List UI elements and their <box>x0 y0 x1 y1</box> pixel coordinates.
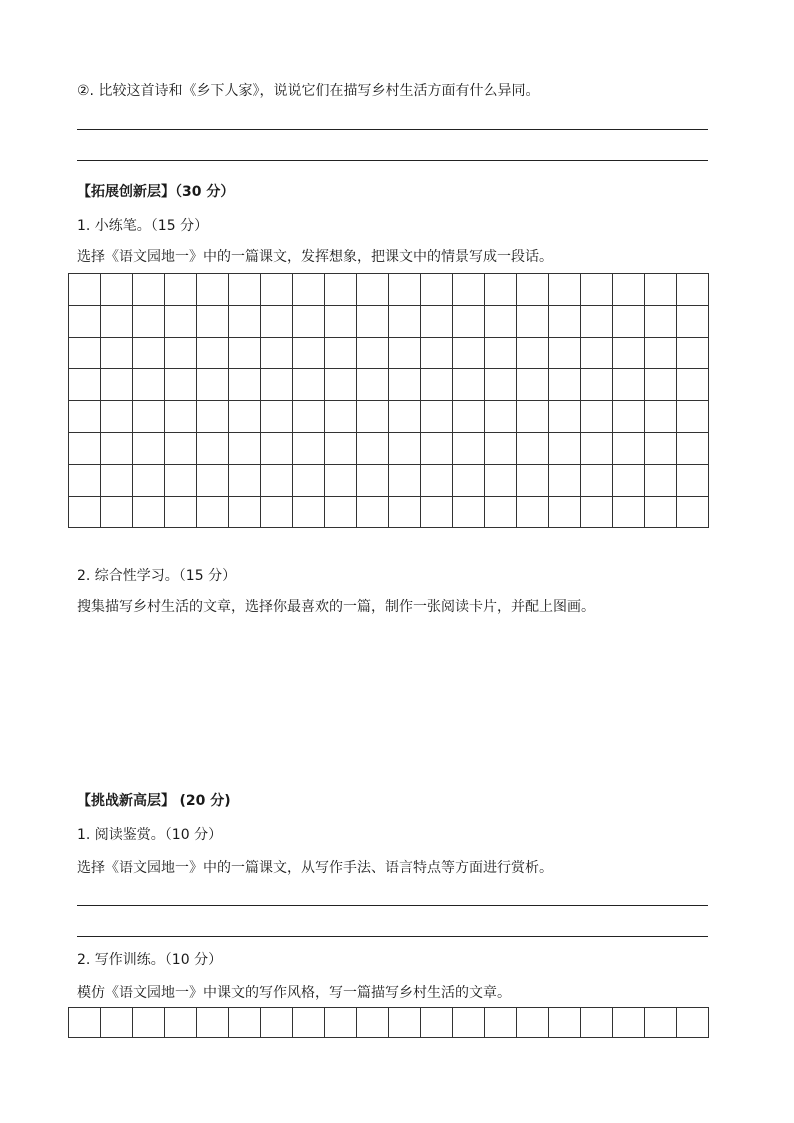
answer-line-4[interactable] <box>77 936 708 937</box>
grid-cell[interactable] <box>581 337 613 369</box>
grid-cell[interactable] <box>165 369 197 401</box>
grid-row <box>69 464 709 496</box>
grid-row <box>69 1008 709 1038</box>
grid-cell[interactable] <box>645 305 677 337</box>
grid-cell[interactable] <box>517 337 549 369</box>
grid-cell[interactable] <box>197 337 229 369</box>
grid-cell[interactable] <box>549 464 581 496</box>
grid-cell[interactable] <box>421 274 453 306</box>
grid-cell[interactable] <box>613 1008 645 1038</box>
grid-cell[interactable] <box>613 432 645 464</box>
grid-cell[interactable] <box>229 496 261 528</box>
grid-cell[interactable] <box>581 305 613 337</box>
grid-cell[interactable] <box>101 305 133 337</box>
grid-cell[interactable] <box>69 496 101 528</box>
grid-cell[interactable] <box>229 1008 261 1038</box>
grid-cell[interactable] <box>421 401 453 433</box>
grid-cell[interactable] <box>645 496 677 528</box>
grid-cell[interactable] <box>645 274 677 306</box>
expand-q2-title: 2. 综合性学习。（15 分） <box>77 568 237 584</box>
writing-grid-8-rows[interactable] <box>68 273 709 528</box>
grid-cell[interactable] <box>581 274 613 306</box>
grid-cell[interactable] <box>517 464 549 496</box>
grid-cell[interactable] <box>261 369 293 401</box>
grid-cell[interactable] <box>165 274 197 306</box>
grid-cell[interactable] <box>677 496 709 528</box>
grid-cell[interactable] <box>645 464 677 496</box>
grid-cell[interactable] <box>517 432 549 464</box>
grid-cell[interactable] <box>101 1008 133 1038</box>
grid-cell[interactable] <box>453 432 485 464</box>
grid-cell[interactable] <box>581 401 613 433</box>
grid-cell[interactable] <box>197 496 229 528</box>
grid-cell[interactable] <box>69 432 101 464</box>
grid-cell[interactable] <box>197 432 229 464</box>
answer-line-3[interactable] <box>77 905 708 906</box>
grid-cell[interactable] <box>421 432 453 464</box>
grid-cell[interactable] <box>133 464 165 496</box>
grid-cell[interactable] <box>389 432 421 464</box>
grid-cell[interactable] <box>133 274 165 306</box>
answer-line-1[interactable] <box>77 129 708 130</box>
grid-cell[interactable] <box>165 337 197 369</box>
grid-cell[interactable] <box>261 1008 293 1038</box>
grid-cell[interactable] <box>69 274 101 306</box>
grid-row <box>69 369 709 401</box>
grid-cell[interactable] <box>645 337 677 369</box>
grid-cell[interactable] <box>645 432 677 464</box>
grid-cell[interactable] <box>101 274 133 306</box>
grid-row <box>69 337 709 369</box>
grid-cell[interactable] <box>581 369 613 401</box>
grid-cell[interactable] <box>229 464 261 496</box>
challenge-q1-prompt: 选择《语文园地一》中的一篇课文，从写作手法、语言特点等方面进行赏析。 <box>77 860 553 876</box>
grid-cell[interactable] <box>229 432 261 464</box>
grid-cell[interactable] <box>421 337 453 369</box>
grid-cell[interactable] <box>357 305 389 337</box>
grid-cell[interactable] <box>197 1008 229 1038</box>
grid-cell[interactable] <box>165 496 197 528</box>
grid-cell[interactable] <box>69 337 101 369</box>
challenge-q1-title: 1. 阅读鉴赏。（10 分） <box>77 827 223 843</box>
grid-cell[interactable] <box>101 337 133 369</box>
grid-cell[interactable] <box>549 496 581 528</box>
grid-cell[interactable] <box>69 1008 101 1038</box>
grid-cell[interactable] <box>581 432 613 464</box>
section-expand-score: （30 分） <box>175 184 235 200</box>
grid-cell[interactable] <box>357 496 389 528</box>
grid-cell[interactable] <box>229 274 261 306</box>
grid-cell[interactable] <box>133 432 165 464</box>
grid-cell[interactable] <box>261 274 293 306</box>
grid-cell[interactable] <box>357 369 389 401</box>
grid-cell[interactable] <box>453 274 485 306</box>
grid-cell[interactable] <box>453 401 485 433</box>
grid-cell[interactable] <box>677 337 709 369</box>
grid-cell[interactable] <box>293 369 325 401</box>
grid-cell[interactable] <box>517 305 549 337</box>
section-expand-heading <box>77 182 234 202</box>
grid-cell[interactable] <box>613 274 645 306</box>
grid-cell[interactable] <box>325 496 357 528</box>
grid-cell[interactable] <box>325 464 357 496</box>
writing-grid-1-row[interactable] <box>68 1007 709 1038</box>
grid-cell[interactable] <box>261 432 293 464</box>
grid-cell[interactable] <box>101 496 133 528</box>
grid-cell[interactable] <box>389 274 421 306</box>
grid-cell[interactable] <box>677 274 709 306</box>
grid-cell[interactable] <box>133 337 165 369</box>
grid-cell[interactable] <box>677 401 709 433</box>
grid-cell[interactable] <box>389 496 421 528</box>
grid-cell[interactable] <box>165 1008 197 1038</box>
grid-cell[interactable] <box>357 274 389 306</box>
grid-cell[interactable] <box>645 401 677 433</box>
grid-cell[interactable] <box>357 337 389 369</box>
grid-row <box>69 305 709 337</box>
grid-cell[interactable] <box>325 305 357 337</box>
grid-cell[interactable] <box>197 305 229 337</box>
grid-cell[interactable] <box>485 369 517 401</box>
grid-cell[interactable] <box>325 432 357 464</box>
grid-cell[interactable] <box>677 432 709 464</box>
grid-cell[interactable] <box>165 464 197 496</box>
grid-cell[interactable] <box>261 337 293 369</box>
grid-row <box>69 401 709 433</box>
grid-cell[interactable] <box>485 464 517 496</box>
grid-cell[interactable] <box>453 305 485 337</box>
grid-cell[interactable] <box>133 401 165 433</box>
grid-cell[interactable] <box>389 401 421 433</box>
grid-cell[interactable] <box>325 274 357 306</box>
grid-cell[interactable] <box>325 369 357 401</box>
grid-cell[interactable] <box>197 464 229 496</box>
grid-cell[interactable] <box>485 496 517 528</box>
grid-cell[interactable] <box>197 274 229 306</box>
grid-cell[interactable] <box>421 369 453 401</box>
grid-cell[interactable] <box>485 337 517 369</box>
grid-cell[interactable] <box>581 464 613 496</box>
grid-cell[interactable] <box>69 305 101 337</box>
grid-cell[interactable] <box>69 464 101 496</box>
grid-cell[interactable] <box>357 1008 389 1038</box>
grid-row <box>69 274 709 306</box>
grid-cell[interactable] <box>421 464 453 496</box>
grid-cell[interactable] <box>293 464 325 496</box>
grid-cell[interactable] <box>357 464 389 496</box>
answer-line-2[interactable] <box>77 160 708 161</box>
grid-cell[interactable] <box>165 432 197 464</box>
grid-cell[interactable] <box>613 305 645 337</box>
grid-cell[interactable] <box>229 305 261 337</box>
grid-cell[interactable] <box>453 1008 485 1038</box>
grid-cell[interactable] <box>133 369 165 401</box>
grid-cell[interactable] <box>389 305 421 337</box>
grid-cell[interactable] <box>517 1008 549 1038</box>
grid-cell[interactable] <box>549 1008 581 1038</box>
grid-cell[interactable] <box>677 305 709 337</box>
expand-q1-prompt: 选择《语文园地一》中的一篇课文，发挥想象，把课文中的情景写成一段话。 <box>77 249 553 265</box>
grid-cell[interactable] <box>645 369 677 401</box>
grid-cell[interactable] <box>197 401 229 433</box>
grid-cell[interactable] <box>421 496 453 528</box>
grid-cell[interactable] <box>485 305 517 337</box>
grid-cell[interactable] <box>389 464 421 496</box>
grid-cell[interactable] <box>517 496 549 528</box>
grid-cell[interactable] <box>485 274 517 306</box>
section-challenge-heading <box>77 791 231 811</box>
expand-q2-prompt: 搜集描写乡村生活的文章，选择你最喜欢的一篇，制作一张阅读卡片，并配上图画。 <box>77 599 595 615</box>
grid-cell[interactable] <box>389 369 421 401</box>
grid-cell[interactable] <box>293 305 325 337</box>
grid-cell[interactable] <box>645 1008 677 1038</box>
grid-cell[interactable] <box>421 305 453 337</box>
grid-cell[interactable] <box>357 401 389 433</box>
grid-cell[interactable] <box>293 274 325 306</box>
grid-cell[interactable] <box>325 1008 357 1038</box>
grid-cell[interactable] <box>293 401 325 433</box>
grid-cell[interactable] <box>453 369 485 401</box>
grid-cell[interactable] <box>101 369 133 401</box>
grid-cell[interactable] <box>517 369 549 401</box>
grid-cell[interactable] <box>261 496 293 528</box>
grid-cell[interactable] <box>293 496 325 528</box>
challenge-q2-prompt: 模仿《语文园地一》中课文的写作风格，写一篇描写乡村生活的文章。 <box>77 985 511 1001</box>
grid-cell[interactable] <box>133 305 165 337</box>
grid-cell[interactable] <box>101 401 133 433</box>
grid-cell[interactable] <box>549 305 581 337</box>
grid-cell[interactable] <box>133 1008 165 1038</box>
grid-cell[interactable] <box>261 305 293 337</box>
grid-cell[interactable] <box>133 496 165 528</box>
grid-row <box>69 496 709 528</box>
grid-cell[interactable] <box>197 369 229 401</box>
grid-cell[interactable] <box>677 464 709 496</box>
grid-row <box>69 432 709 464</box>
grid-cell[interactable] <box>485 432 517 464</box>
grid-cell[interactable] <box>677 369 709 401</box>
grid-cell[interactable] <box>101 432 133 464</box>
grid-cell[interactable] <box>389 337 421 369</box>
grid-cell[interactable] <box>229 337 261 369</box>
grid-cell[interactable] <box>549 369 581 401</box>
grid-cell[interactable] <box>549 432 581 464</box>
grid-cell[interactable] <box>549 337 581 369</box>
grid-cell[interactable] <box>293 1008 325 1038</box>
grid-cell[interactable] <box>421 1008 453 1038</box>
grid-cell[interactable] <box>613 369 645 401</box>
grid-cell[interactable] <box>229 369 261 401</box>
grid-cell[interactable] <box>453 337 485 369</box>
grid-cell[interactable] <box>581 496 613 528</box>
grid-cell[interactable] <box>517 274 549 306</box>
expand-q1-title: 1. 小练笔。（15 分） <box>77 218 209 234</box>
grid-cell[interactable] <box>613 337 645 369</box>
grid-cell[interactable] <box>261 464 293 496</box>
grid-cell[interactable] <box>293 432 325 464</box>
section-expand-title: 【拓展创新层】 <box>77 184 175 200</box>
grid-cell[interactable] <box>261 401 293 433</box>
grid-cell[interactable] <box>485 401 517 433</box>
grid-cell[interactable] <box>613 464 645 496</box>
grid-cell[interactable] <box>677 1008 709 1038</box>
grid-cell[interactable] <box>165 401 197 433</box>
grid-cell[interactable] <box>453 464 485 496</box>
question-2-text: ②. 比较这首诗和《乡下人家》，说说它们在描写乡村生活方面有什么异同。 <box>77 83 540 99</box>
challenge-q2-title: 2. 写作训练。（10 分） <box>77 952 223 968</box>
grid-cell[interactable] <box>613 401 645 433</box>
grid-cell[interactable] <box>325 401 357 433</box>
grid-cell[interactable] <box>613 496 645 528</box>
grid-cell[interactable] <box>453 496 485 528</box>
grid-cell[interactable] <box>165 305 197 337</box>
section-challenge-score: (20 分) <box>179 793 231 809</box>
grid-cell[interactable] <box>549 274 581 306</box>
grid-cell[interactable] <box>549 401 581 433</box>
grid-cell[interactable] <box>517 401 549 433</box>
grid-cell[interactable] <box>69 401 101 433</box>
section-challenge-title: 【挑战新高层】 <box>77 793 175 809</box>
grid-cell[interactable] <box>293 337 325 369</box>
grid-cell[interactable] <box>581 1008 613 1038</box>
grid-cell[interactable] <box>357 432 389 464</box>
grid-cell[interactable] <box>229 401 261 433</box>
grid-cell[interactable] <box>389 1008 421 1038</box>
grid-cell[interactable] <box>101 464 133 496</box>
grid-cell[interactable] <box>485 1008 517 1038</box>
grid-cell[interactable] <box>69 369 101 401</box>
grid-cell[interactable] <box>325 337 357 369</box>
